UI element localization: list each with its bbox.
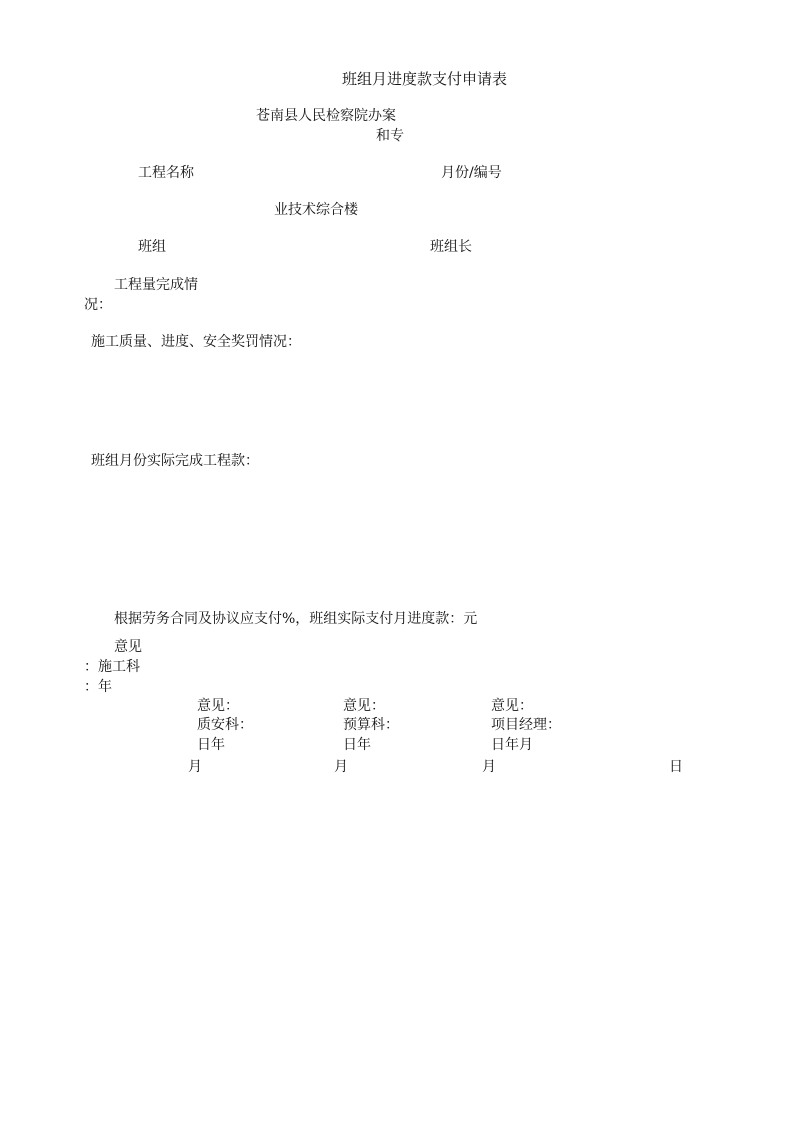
quality-opinion-label: 意见： bbox=[197, 698, 239, 714]
project-name-label: 工程名称 bbox=[138, 165, 194, 181]
work-completion-label-line1: 工程量完成情 bbox=[114, 277, 198, 293]
budget-date-label: 日年 bbox=[343, 737, 371, 753]
form-title: 班组月进度款支付申请表 bbox=[342, 70, 508, 88]
team-label: 班组 bbox=[138, 239, 166, 255]
project-name-value-line2: 和专 bbox=[376, 128, 404, 144]
quality-dept-label: 质安科： bbox=[197, 717, 253, 733]
manager-opinion-label: 意见： bbox=[491, 698, 533, 714]
monthly-actual-payment-label: 班组月份实际完成工程款： bbox=[91, 453, 259, 469]
contract-payment-label: 根据劳务合同及协议应支付%，班组实际支付月进度款：元 bbox=[114, 611, 478, 627]
final-day-label: 日 bbox=[669, 759, 683, 775]
project-name-value-line3: 业技术综合楼 bbox=[274, 202, 358, 218]
manager-dept-label: 项目经理： bbox=[491, 717, 561, 733]
construction-year-label: ：年 bbox=[84, 679, 112, 695]
quality-month-label: 月 bbox=[188, 759, 202, 775]
work-completion-label-line2: 况： bbox=[84, 297, 112, 313]
budget-month-label: 月 bbox=[334, 759, 348, 775]
budget-opinion-label: 意见： bbox=[343, 698, 385, 714]
construction-dept-label: ：施工科 bbox=[84, 659, 140, 675]
quality-date-label: 日年 bbox=[197, 737, 225, 753]
project-name-value-line1: 苍南县人民检察院办案 bbox=[256, 108, 396, 124]
quality-reward-label: 施工质量、进度、安全奖罚情况： bbox=[91, 334, 301, 350]
construction-opinion-label: 意见 bbox=[114, 639, 142, 655]
manager-month-label: 月 bbox=[482, 759, 496, 775]
month-number-label: 月份/编号 bbox=[441, 165, 502, 181]
manager-date-label: 日年月 bbox=[491, 737, 533, 753]
budget-dept-label: 预算科： bbox=[343, 717, 399, 733]
team-leader-label: 班组长 bbox=[430, 239, 472, 255]
